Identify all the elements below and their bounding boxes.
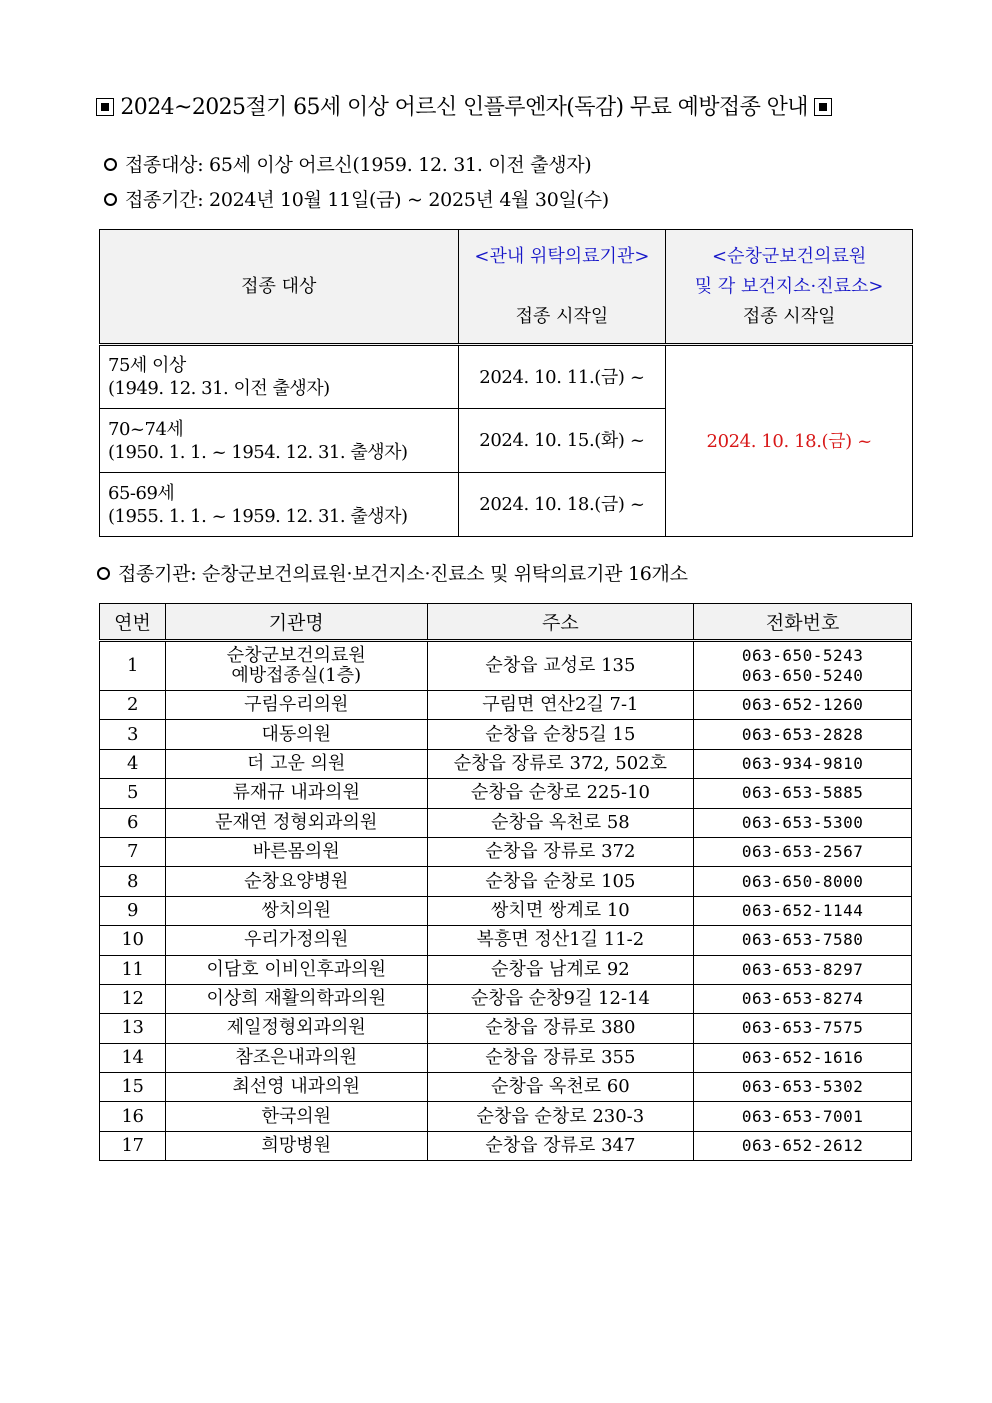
institution-name: 한국의원 [165,1102,427,1131]
table-row [100,720,912,749]
institution-name: 제일정형외과의원 [165,1014,427,1043]
institution-header-row [100,604,912,641]
institution-name: 바른몸의원 [165,837,427,866]
institution-phone: 063-650-5243 063-650-5240 [694,641,912,691]
target-cell: 75세 이상 (1949. 12. 31. 이전 출생자) [100,345,459,409]
row-number: 17 [100,1131,166,1160]
circle-bullet-icon [97,567,110,580]
schedule-header-row [100,230,913,345]
row-number: 5 [100,779,166,808]
institution-name: 이담호 이비인후과의원 [165,955,427,984]
table-row [100,779,912,808]
institution-name: 최선영 내과의원 [165,1073,427,1102]
institution-address: 순창읍 교성로 135 [427,641,694,691]
institution-phone: 063-650-8000 [694,867,912,896]
institution-phone: 063-652-2612 [694,1131,912,1160]
institution-phone: 063-653-2828 [694,720,912,749]
institution-address: 순창읍 옥천로 60 [427,1073,694,1102]
institution-phone: 063-653-5302 [694,1073,912,1102]
row-number: 7 [100,837,166,866]
bullet-institutions: 접종기관: 순창군보건의료원·보건지소·진료소 및 위탁의료기관 16개소 [97,561,688,587]
institution-phone: 063-652-1144 [694,896,912,925]
local-start-cell: 2024. 10. 18.(금) ~ [458,473,666,537]
target-cell: 65-69세 (1955. 1. 1. ~ 1959. 12. 31. 출생자) [100,473,459,537]
institution-address: 순창읍 순창9길 12-14 [427,984,694,1013]
table-row [100,1043,912,1072]
row-number: 14 [100,1043,166,1072]
row-number: 12 [100,984,166,1013]
institution-address: 구림면 연산2길 7-1 [427,691,694,720]
institution-phone: 063-652-1616 [694,1043,912,1072]
page-title [96,93,896,123]
table-row [100,837,912,866]
institution-table [99,603,912,1161]
institution-address: 순창읍 장류로 372 [427,837,694,866]
institution-address: 순창읍 옥천로 58 [427,808,694,837]
row-number: 1 [100,641,166,691]
table-row [100,955,912,984]
institution-name: 류재규 내과의원 [165,779,427,808]
institution-address: 순창읍 장류로 347 [427,1131,694,1160]
institution-address: 순창읍 장류로 372, 502호 [427,749,694,778]
header-no: 연번 [100,604,166,641]
bullet-period: 접종기간: 2024년 10월 11일(금) ~ 2025년 4월 30일(수) [104,187,609,213]
row-number: 4 [100,749,166,778]
institution-name: 순창군보건의료원 예방접종실(1층) [165,641,427,691]
institution-phone: 063-652-1260 [694,691,912,720]
table-row [100,1073,912,1102]
local-start-cell: 2024. 10. 11.(금) ~ [458,345,666,409]
circle-bullet-icon [104,158,117,171]
row-number: 15 [100,1073,166,1102]
header-public: <순창군보건의료원 및 각 보건지소·진료소> 접종 시작일 [666,230,913,345]
table-row [100,926,912,955]
page-title-text: 2024~2025절기 65세 이상 어르신 인플루엔자(독감) 무료 예방접종 안내 [120,95,808,120]
header-target: 접종 대상 [100,230,459,345]
institution-phone: 063-653-8297 [694,955,912,984]
target-cell: 70~74세 (1950. 1. 1. ~ 1954. 12. 31. 출생자) [100,409,459,473]
institution-address: 순창읍 장류로 355 [427,1043,694,1072]
row-number: 2 [100,691,166,720]
table-row [100,691,912,720]
table-row [100,749,912,778]
institution-phone: 063-653-7575 [694,1014,912,1043]
institution-name: 순창요양병원 [165,867,427,896]
institution-address: 쌍치면 쌍계로 10 [427,896,694,925]
row-number: 10 [100,926,166,955]
institution-name: 희망병원 [165,1131,427,1160]
header-address: 주소 [427,604,694,641]
institution-address: 순창읍 순창로 230-3 [427,1102,694,1131]
square-bullet-icon [96,98,114,116]
row-number: 8 [100,867,166,896]
institution-phone: 063-653-2567 [694,837,912,866]
institution-name: 쌍치의원 [165,896,427,925]
header-name: 기관명 [165,604,427,641]
institution-phone: 063-653-5885 [694,779,912,808]
row-number: 16 [100,1102,166,1131]
table-row [100,1014,912,1043]
institution-phone: 063-653-8274 [694,984,912,1013]
institution-name: 구림우리의원 [165,691,427,720]
row-number: 11 [100,955,166,984]
header-local: <관내 위탁의료기관> 접종 시작일 [458,230,666,345]
row-number: 6 [100,808,166,837]
row-number: 13 [100,1014,166,1043]
institution-address: 순창읍 장류로 380 [427,1014,694,1043]
institution-name: 더 고운 의원 [165,749,427,778]
institution-phone: 063-653-7001 [694,1102,912,1131]
schedule-table [99,229,913,537]
table-row [100,896,912,925]
table-row [100,345,913,409]
table-row [100,1131,912,1160]
institution-name: 문재연 정형외과의원 [165,808,427,837]
institution-address: 순창읍 남계로 92 [427,955,694,984]
institution-name: 이상희 재활의학과의원 [165,984,427,1013]
table-row [100,867,912,896]
header-phone: 전화번호 [694,604,912,641]
square-bullet-icon [814,98,832,116]
public-start-cell: 2024. 10. 18.(금) ~ [666,345,913,537]
institution-name: 대동의원 [165,720,427,749]
institution-address: 복흥면 정산1길 11-2 [427,926,694,955]
row-number: 3 [100,720,166,749]
table-row [100,1102,912,1131]
institution-name: 우리가정의원 [165,926,427,955]
institution-phone: 063-934-9810 [694,749,912,778]
institution-phone: 063-653-7580 [694,926,912,955]
table-row [100,641,912,691]
institution-address: 순창읍 순창로 225-10 [427,779,694,808]
table-row [100,808,912,837]
institution-address: 순창읍 순창5길 15 [427,720,694,749]
institution-name: 참조은내과의원 [165,1043,427,1072]
local-start-cell: 2024. 10. 15.(화) ~ [458,409,666,473]
row-number: 9 [100,896,166,925]
bullet-target: 접종대상: 65세 이상 어르신(1959. 12. 31. 이전 출생자) [104,152,591,178]
institution-address: 순창읍 순창로 105 [427,867,694,896]
table-row [100,984,912,1013]
institution-phone: 063-653-5300 [694,808,912,837]
circle-bullet-icon [104,193,117,206]
